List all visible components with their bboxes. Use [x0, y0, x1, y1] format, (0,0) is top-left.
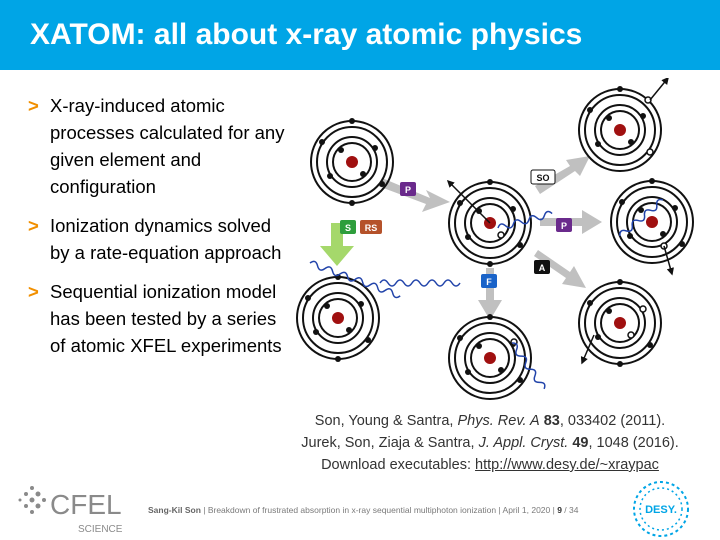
- desy-logo-text: DESY.: [645, 504, 677, 516]
- label-so-text: SO: [536, 173, 550, 183]
- footer-talk-title: Breakdown of frustrated absorption in x-ray sequential multiphoton ionization: [207, 505, 497, 515]
- label-p2-text: P: [560, 221, 568, 231]
- bullet-text: Sequential ionization model has been tested by a series of atomic XFEL experiments: [50, 281, 282, 356]
- bullet-item: [28, 92, 290, 200]
- bullet-text: Ionization dynamics solved by a rate-equation approach: [50, 215, 282, 263]
- atom-neutral: [311, 118, 393, 206]
- bullet-arrow-icon: >: [28, 95, 39, 116]
- bullet-arrow-icon: >: [28, 281, 39, 302]
- label-rs-text: RS: [364, 223, 378, 233]
- label-p1: [400, 182, 416, 196]
- label-so: [531, 170, 555, 184]
- bullet-item: [28, 278, 290, 359]
- footer-author: Sang-Kil Son: [148, 505, 201, 515]
- atom-bottom-right: [579, 279, 661, 367]
- bullet-item: [28, 212, 290, 266]
- label-a-text: A: [538, 263, 546, 273]
- cfel-dots-icon: [19, 486, 47, 514]
- footer-page-number: 9: [557, 505, 562, 515]
- bullet-text: X-ray-induced atomic processes calculated for any given element and configuration: [50, 95, 285, 197]
- download-link[interactable]: http://www.desy.de/~xraypac: [475, 457, 659, 473]
- bullet-list: [28, 92, 290, 371]
- ionization-diagram: [290, 78, 720, 408]
- label-rs: [360, 220, 382, 234]
- cfel-logo-text: CFEL: [50, 489, 122, 520]
- footer-date: April 1, 2020: [502, 505, 551, 515]
- photon-out-left: [380, 280, 460, 286]
- atom-middle-right: [611, 178, 693, 274]
- bullet-arrow-icon: >: [28, 215, 39, 236]
- label-a: [534, 260, 550, 274]
- footer: Sang-Kil Son | Breakdown of frustrated absorption in x-ray sequential multiphoton ionization | April 1, 2020 | 9 / 34: [148, 505, 579, 515]
- label-f: [481, 274, 497, 288]
- label-s-text: S: [344, 223, 352, 233]
- cfel-logo-sub: SCIENCE: [78, 524, 123, 535]
- process-arrows: [320, 156, 602, 320]
- desy-logo: [632, 480, 690, 538]
- reference-1: Son, Young & Santra, Phys. Rev. A 83, 033402 (2011).: [314, 413, 666, 429]
- label-p2: [556, 218, 572, 232]
- footer-page-total: / 34: [561, 505, 579, 515]
- download-line: Download executables: http://www.desy.de/~xraypac: [321, 457, 659, 473]
- title-bar: [0, 0, 720, 70]
- atom-center: [448, 179, 531, 267]
- references: [270, 410, 710, 476]
- reference-2: Jurek, Son, Ziaja & Santra, J. Appl. Cryst. 49, 1048 (2016).: [301, 435, 679, 451]
- atom-top-right: [579, 78, 675, 171]
- label-s: [340, 220, 356, 234]
- cfel-logo: [12, 478, 142, 538]
- slide-title: XATOM: all about x-ray atomic physics: [30, 18, 583, 51]
- label-f-text: F: [486, 277, 492, 287]
- label-p1-text: P: [404, 185, 412, 195]
